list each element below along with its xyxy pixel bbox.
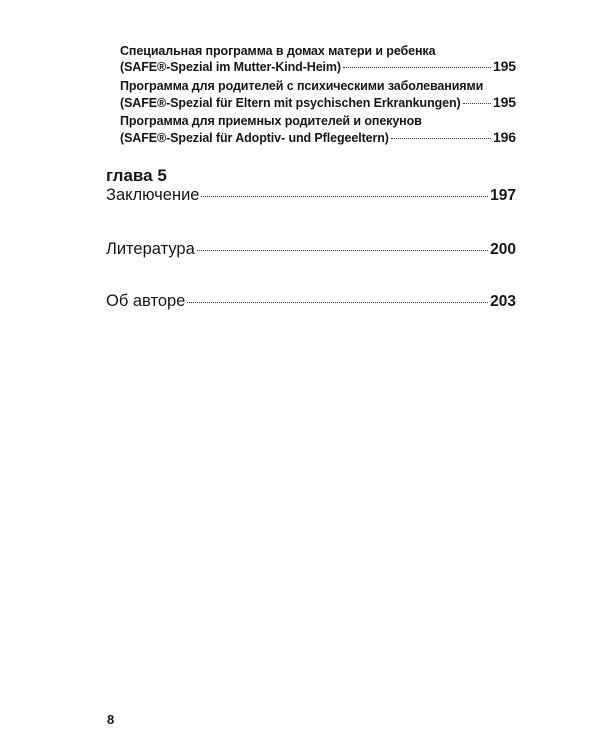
dot-leader bbox=[201, 196, 488, 197]
about-author-title: Об авторе bbox=[106, 292, 186, 310]
toc-page-number: 195 bbox=[492, 94, 516, 110]
toc-entry-subtitle: (SAFE®-Spezial im Mutter-Kind-Heim) bbox=[120, 60, 341, 74]
page-number: 8 bbox=[107, 712, 115, 727]
toc-about-author-entry[interactable] bbox=[106, 292, 516, 311]
dot-leader bbox=[197, 250, 488, 251]
toc-page-number: 196 bbox=[492, 129, 516, 145]
dot-leader bbox=[463, 103, 491, 104]
toc-entry[interactable] bbox=[120, 129, 516, 145]
toc-page-number: 197 bbox=[490, 187, 516, 204]
dot-leader bbox=[391, 138, 491, 139]
literature-title: Литература bbox=[106, 240, 195, 258]
toc-entry-subtitle: (SAFE®-Spezial für Adoptiv- und Pflegeeltern) bbox=[120, 131, 389, 145]
toc-entry-title: Специальная программа в домах матери и ребенка bbox=[120, 44, 436, 58]
dot-leader bbox=[343, 67, 491, 68]
toc-literature-entry[interactable] bbox=[106, 240, 516, 259]
toc-entry-subtitle: (SAFE®-Spezial für Eltern mit psychischen Erkrankungen) bbox=[120, 96, 461, 110]
toc-entry-title: Программа для родителей с психическими заболеваниями bbox=[120, 79, 484, 93]
chapter-title: Заключение bbox=[106, 186, 200, 204]
toc-entry[interactable] bbox=[120, 58, 516, 74]
toc-page-number: 195 bbox=[492, 58, 516, 74]
toc-entry-title: Программа для приемных родителей и опекунов bbox=[120, 114, 422, 128]
toc-chapter-entry[interactable] bbox=[106, 186, 516, 205]
toc-page-number: 203 bbox=[490, 293, 516, 310]
toc-page-number: 200 bbox=[490, 241, 516, 258]
dot-leader bbox=[187, 302, 488, 303]
chapter-label: глава 5 bbox=[106, 166, 167, 185]
toc-entry[interactable] bbox=[120, 94, 516, 110]
